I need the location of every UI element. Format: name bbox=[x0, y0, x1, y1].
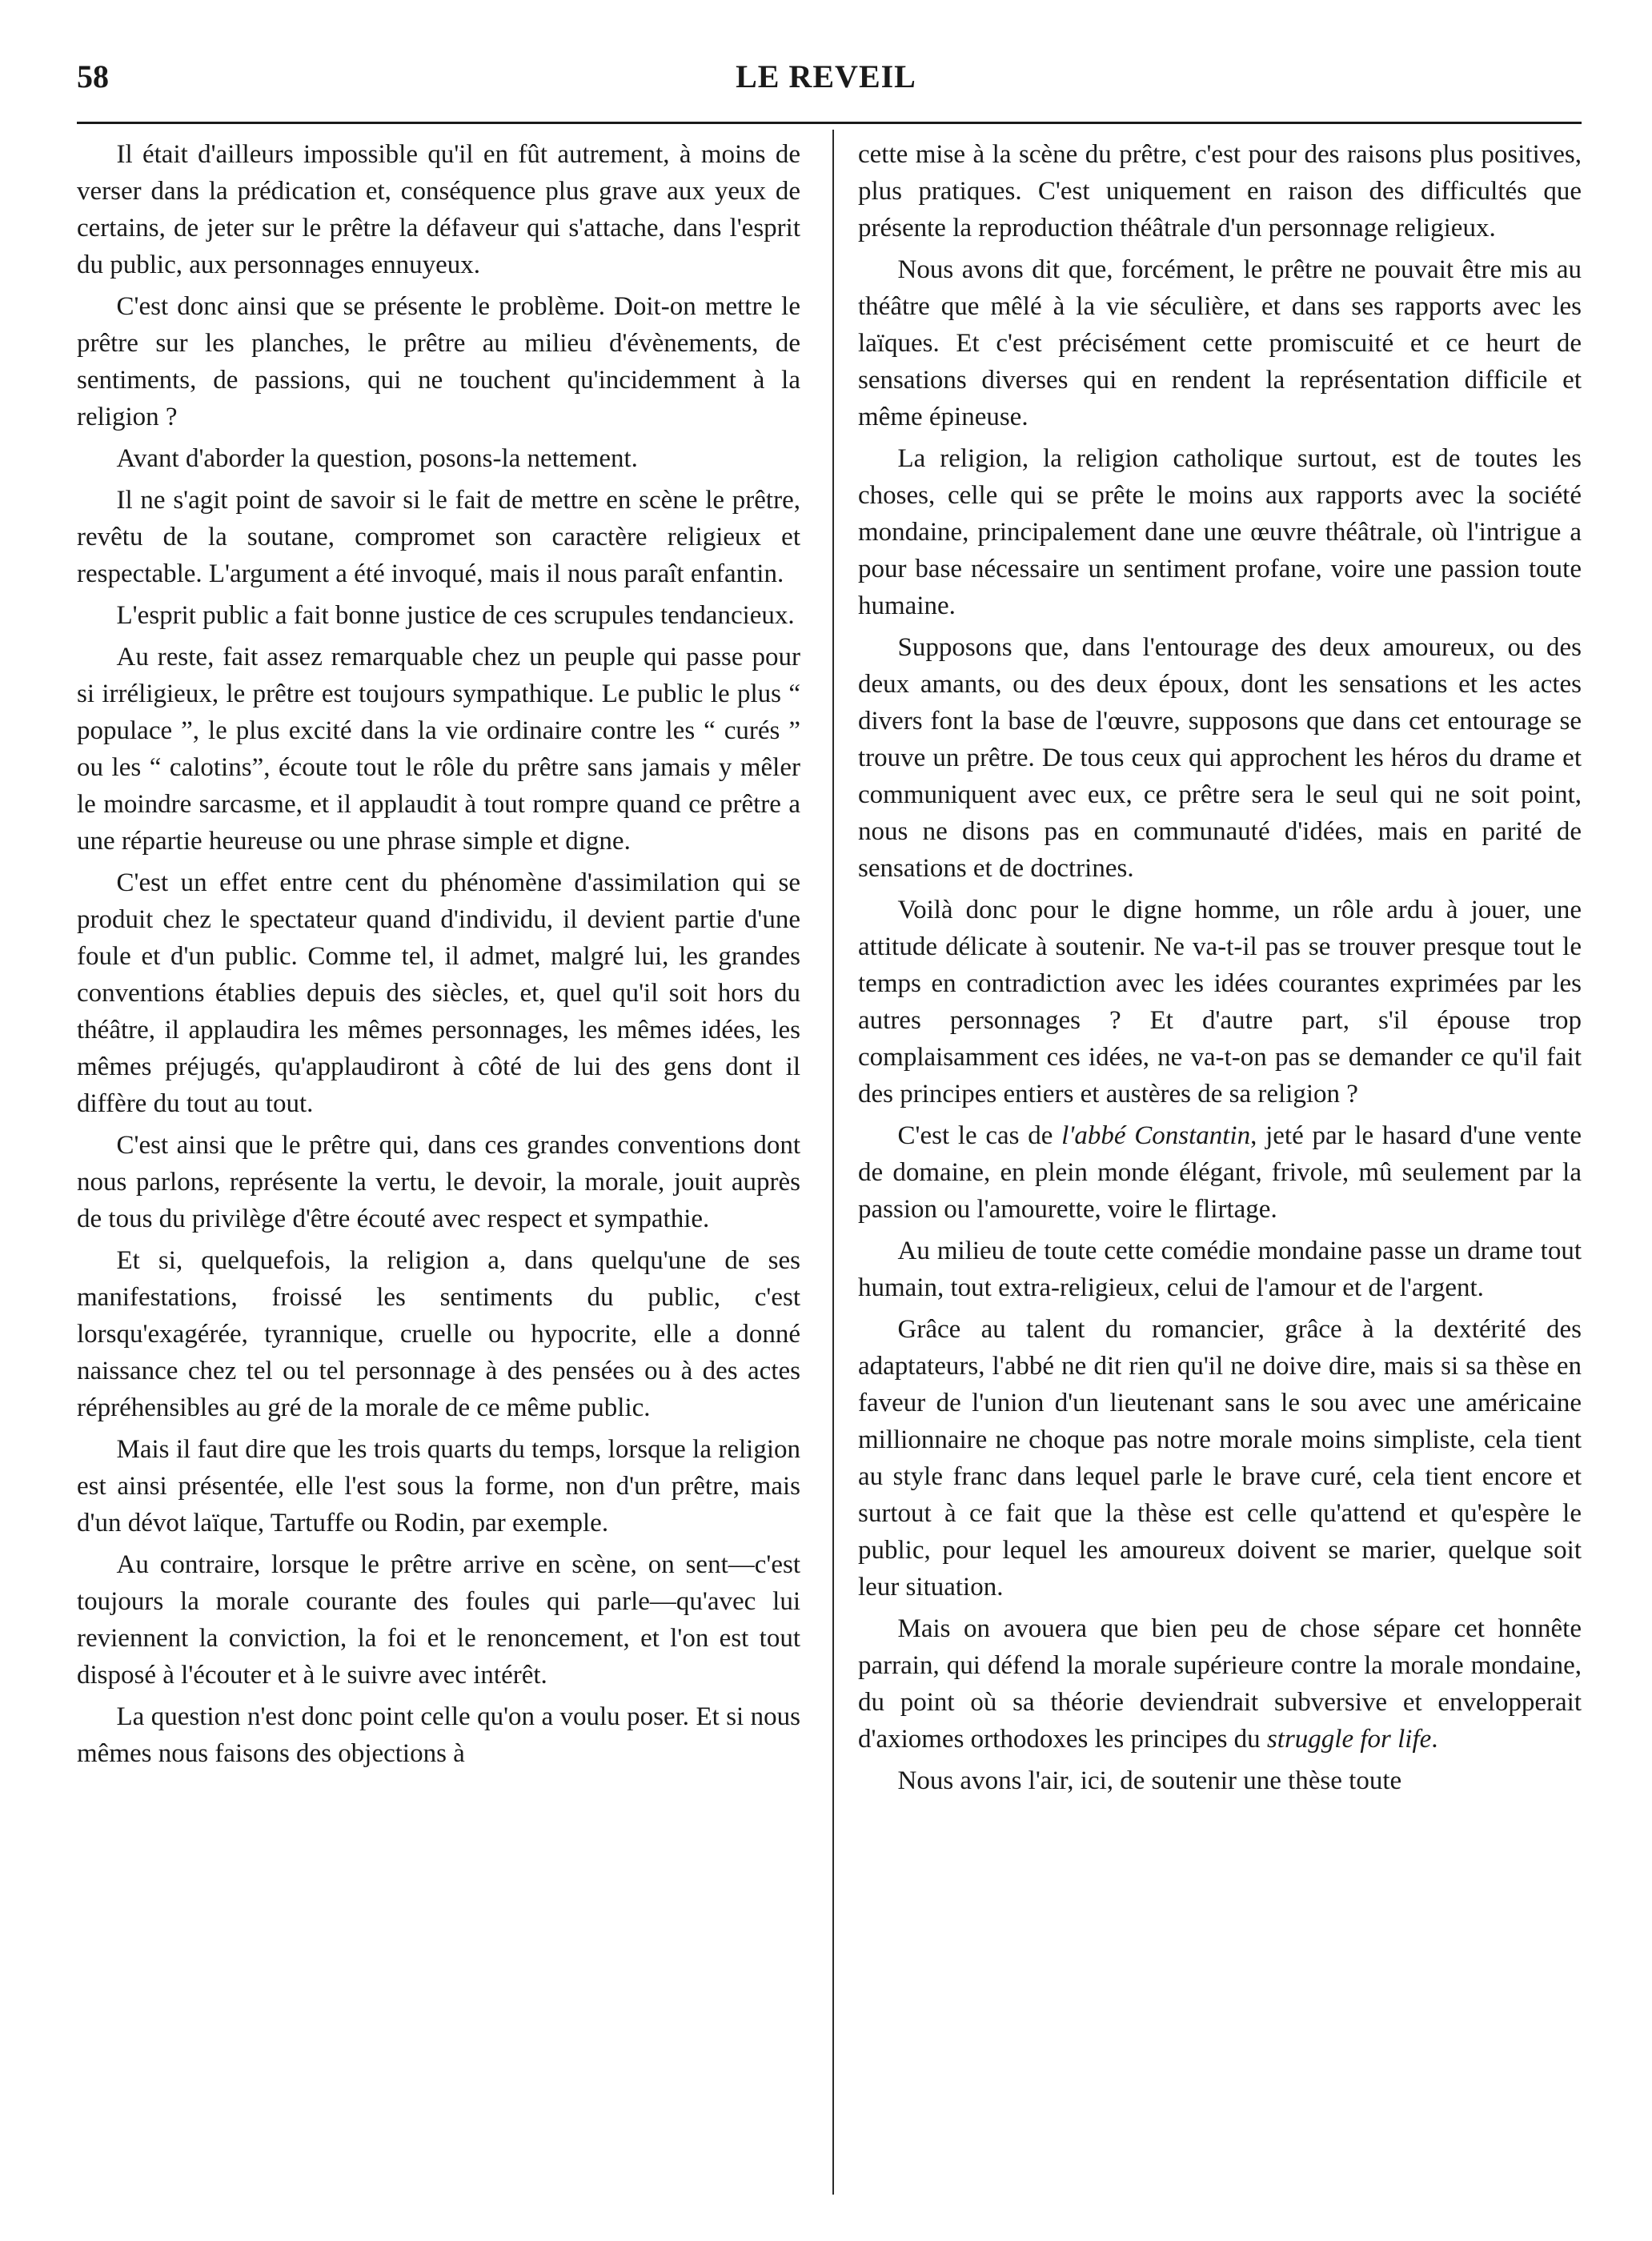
paragraph: Nous avons l'air, ici, de soutenir une thèse toute bbox=[897, 1766, 1402, 1795]
paragraph: Supposons que, dans l'entourage des deux amoureux, ou des deux amants, ou des deux époux, dont les sensations et les actes divers font la base de l'œuvre, supposons que dans cet entourage se trouve un prêtre. De tous ceux qui approchent les héros du drame et communiquent avec eux, ce prêtre sera le seul qui ne soit point, nous ne disons pas en communauté d'idées, mais en parité de sensations et de doctrines. bbox=[858, 633, 1582, 883]
left-column bbox=[77, 136, 800, 2209]
paragraph: L'esprit public a fait bonne justice de ces scrupules tendancieux. bbox=[116, 601, 795, 630]
header-rule bbox=[77, 122, 1582, 124]
paragraph: La question n'est donc point celle qu'on a voulu poser. Et si nous mêmes nous faisons des objections à bbox=[77, 1702, 800, 1768]
paragraph: Mais il faut dire que les trois quarts du temps, lorsque la religion est ainsi présentée, elle l'est sous la forme, non d'un prêtre, mais d'un dévot laïque, Tartuffe ou Rodin, par exemple. bbox=[77, 1435, 800, 1537]
paragraph: Nous avons dit que, forcément, le prêtre ne pouvait être mis au théâtre que mêlé à la vie séculière, et dans ses rapports avec les laïques. Et c'est précisément cette promiscuité et ce heurt de sensations diverses qui en rendent la représentation difficile et même épineuse. bbox=[858, 255, 1582, 431]
continued-paragraph: cette mise à la scène du prêtre, c'est pour des raisons plus positives, plus pratiques. C'est uniquement en raison des difficultés que présente la reproduction théâtrale d'un personnage religieux. bbox=[858, 140, 1582, 243]
page-title: LE REVEIL bbox=[736, 58, 916, 94]
paragraph: La religion, la religion catholique surtout, est de toutes les choses, celle qui se prête le moins aux rapports avec la société mondaine, principalement dane une œuvre théâtrale, où l'intrigue a pour base nécessaire un sentiment profane, voire une passion toute humaine. bbox=[858, 444, 1582, 620]
paragraph: Au reste, fait assez remarquable chez un peuple qui passe pour si irréligieux, le prêtre est toujours sympathique. Le public le plus “ populace ”, le plus excité dans la vie ordinaire contre les “ curés ” ou les “ calotins”, écoute tout le rôle du prêtre sans jamais y mêler le moindre sarcasme, et il applaudit à tout rompre quand ce prêtre a une répartie heureuse ou une phrase simple et digne. bbox=[77, 643, 800, 856]
paragraph: Et si, quelquefois, la religion a, dans quelqu'une de ses manifestations, froissé les sentiments du public, c'est lorsqu'exagérée, tyrannique, cruelle ou hypocrite, elle a donné naissance chez tel ou tel personnage à des pensées ou à des actes répréhensibles au gré de la morale de ce même public. bbox=[77, 1246, 800, 1422]
paragraph: Il ne s'agit point de savoir si le fait de mettre en scène le prêtre, revêtu de la soutane, compromet son caractère religieux et respectable. L'argument a été invoqué, mais il nous paraît enfantin. bbox=[77, 486, 800, 588]
paragraph: C'est ainsi que le prêtre qui, dans ces grandes conventions dont nous parlons, représente la vertu, le devoir, la morale, jouit auprès de tous du privilège d'être écouté avec respect et sympathie. bbox=[77, 1131, 800, 1233]
italic-phrase: struggle for life bbox=[1266, 1725, 1432, 1754]
page-number: 58 bbox=[77, 58, 109, 94]
right-column bbox=[858, 136, 1582, 2209]
text-run: , jeté par le hasard d'une vente de domaine, en plein monde élégant, frivole, mû seulement par la passion ou l'amourette, voire le flirtage. bbox=[858, 1121, 1582, 1224]
book-title: l'abbé Constantin bbox=[1061, 1121, 1251, 1150]
paragraph bbox=[858, 1610, 1582, 1758]
paragraph: Au milieu de toute cette comédie mondaine passe un drame tout humain, tout extra-religieux, celui de l'amour et de l'argent. bbox=[858, 1237, 1582, 1302]
paragraph: Avant d'aborder la question, posons-la nettement. bbox=[116, 444, 638, 473]
paragraph: Grâce au talent du romancier, grâce à la dextérité des adaptateurs, l'abbé ne dit rien qu'il ne doive dire, mais si sa thèse en faveur de l'union d'un lieutenant sans le sou avec une américaine millionnaire ne choque pas notre morale moins simpliste, cela tient au style franc dans lequel parle le brave curé, cela tient encore et surtout à ce fait que la thèse est celle qu'attend et qu'espère le public, pour lequel les amoureux doivent se marier, quelque soit leur situation. bbox=[858, 1315, 1582, 1602]
paragraph: Voilà donc pour le digne homme, un rôle ardu à jouer, une attitude délicate à soutenir. Ne va-t-il pas se trouver presque tout le temps en contradiction avec les idées courantes exprimées par les autres personnages ? Et d'autre part, s'il épouse trop complaisamment ces idées, ne va-t-on pas se demander ce qu'il fait des principes entiers et austères de sa religion ? bbox=[858, 896, 1582, 1108]
paragraph: Au contraire, lorsque le prêtre arrive en scène, on sent—c'est toujours la morale courante des foules qui parle—qu'avec lui reviennent la conviction, la foi et le renoncement, et l'on est tout disposé à l'écouter et à le suivre avec intérêt. bbox=[77, 1550, 800, 1690]
paragraph bbox=[858, 1117, 1582, 1228]
column-divider bbox=[832, 130, 834, 2195]
paragraph: C'est un effet entre cent du phénomène d'assimilation qui se produit chez le spectateur quand d'individu, il devient partie d'une foule et d'un public. Comme tel, il admet, malgré lui, les grandes conventions établies depuis des siècles, et, quel qu'il soit hors du théâtre, il applaudira les mêmes personnages, les mêmes idées, les mêmes préjugés, qu'applaudiront à côté de lui des gens dont il diffère du tout au tout. bbox=[77, 868, 800, 1118]
paragraph: C'est donc ainsi que se présente le problème. Doit-on mettre le prêtre sur les planches, le prêtre au milieu d'évènements, de sentiments, de passions, qui ne touchent qu'incidemment à la religion ? bbox=[77, 292, 800, 431]
paragraph: Il était d'ailleurs impossible qu'il en fût autrement, à moins de verser dans la prédication et, conséquence plus grave aux yeux de certains, de jeter sur le prêtre la défaveur qui s'attache, dans l'esprit du public, aux personnages ennuyeux. bbox=[77, 140, 800, 279]
text-run: Mais on avouera que bien peu de chose sépare cet honnête parrain, qui défend la morale supérieure contre la morale mondaine, du point où sa théorie deviendrait subversive et envelopperait d'axiomes orthodoxes les principes du bbox=[858, 1614, 1582, 1754]
text-run: . bbox=[1431, 1725, 1438, 1754]
text-run: C'est le cas de bbox=[897, 1121, 1062, 1150]
